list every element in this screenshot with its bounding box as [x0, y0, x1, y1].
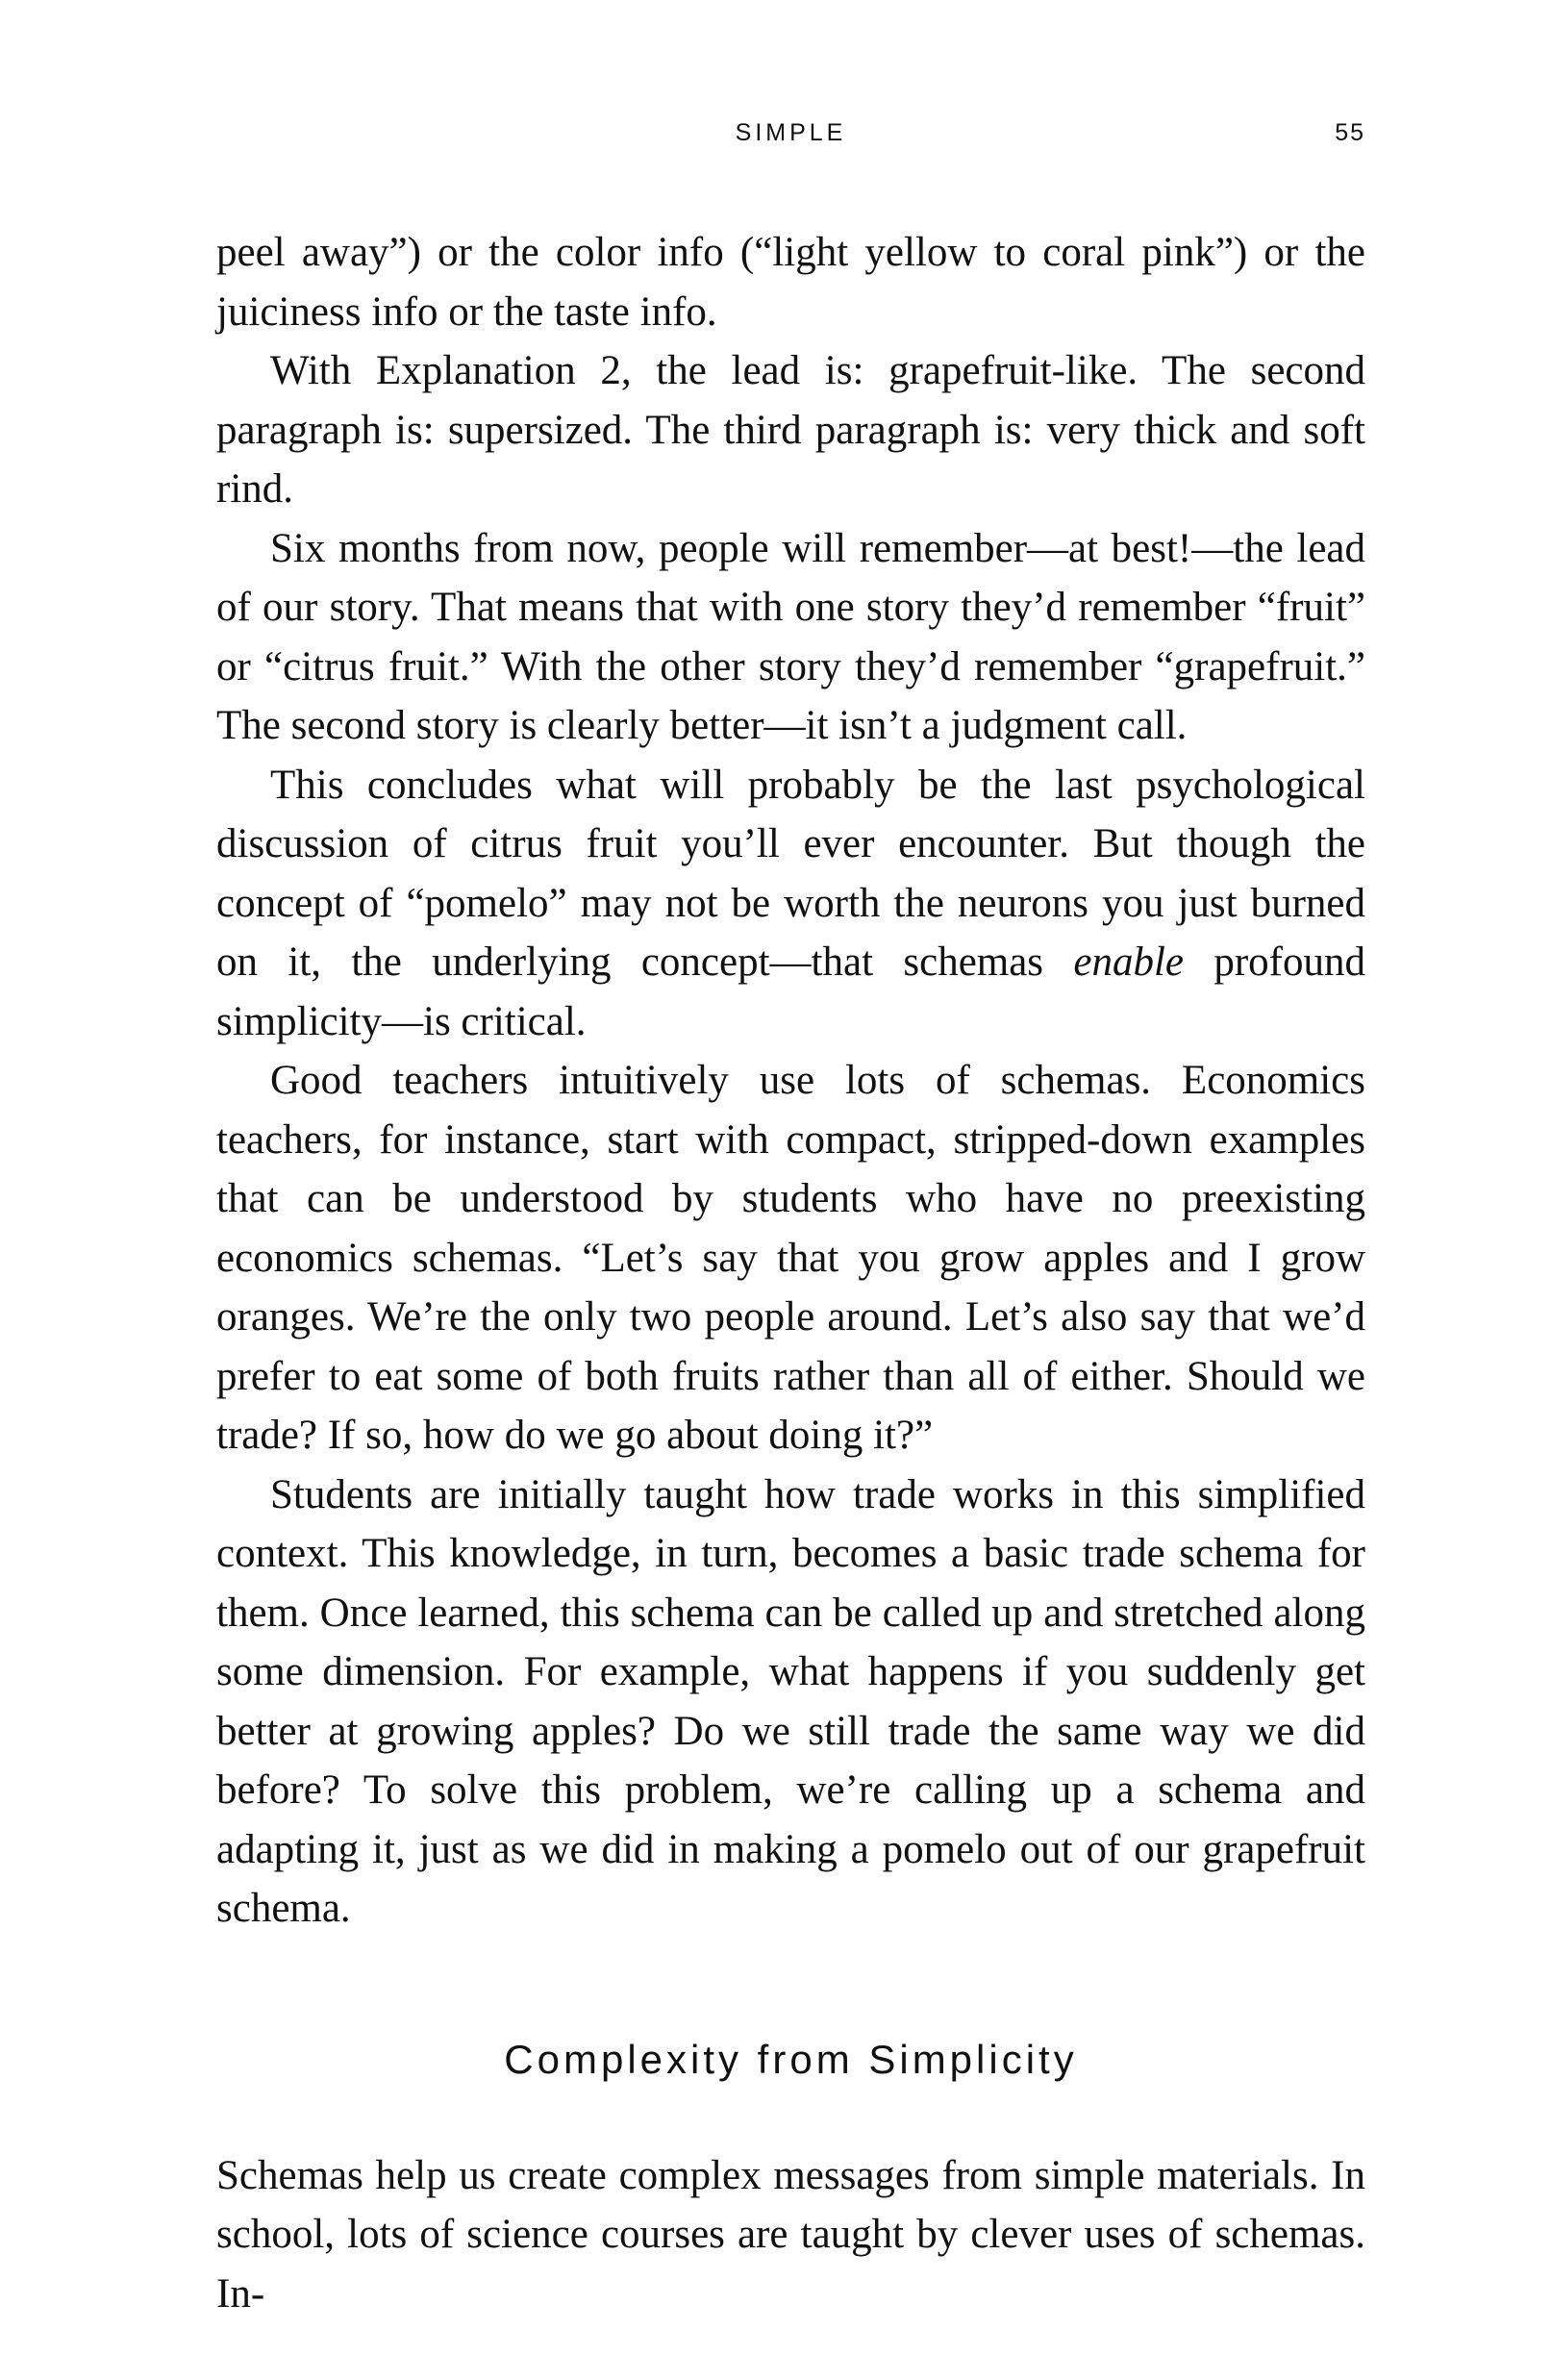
paragraph-schemas-help: Schemas help us create complex messages from simple materials. In school, lots of science courses are taught by clever uses of schemas. In- [216, 2152, 1365, 2317]
paragraph-explanation-2: With Explanation 2, the lead is: grapefruit-like. The second paragraph is: supersized. The third paragraph is: very thick and soft rind. [216, 348, 1365, 512]
paragraph-concludes-end: profound simplicity—is critical. [216, 939, 1365, 1044]
running-head [216, 115, 1365, 158]
paragraph-continued: peel away”) or the color info (“light yellow to coral pink”) or the juiciness info or the taste info. [216, 230, 1365, 335]
paragraph-concludes [216, 756, 1365, 1052]
emphasis-enable: enable [1073, 939, 1185, 985]
paragraph-six-months: Six months from now, people will remember—at best!—the lead of our story. That means that with one story they’d remember “fruit” or “citrus fruit.” With the other story they’d remember “grapefruit.” The second story is clearly better—it isn’t a judgment call. [216, 525, 1365, 748]
body-text [216, 223, 1365, 2323]
section-heading: Complexity from Simplicity [504, 2036, 1078, 2082]
paragraph-students: Students are initially taught how trade works in this simplified context. This knowledge, in turn, becomes a basic trade schema for them. Once learned, this schema can be called up and stretched along some dimension. For example, what happens if you suddenly get better at growing apples? Do we still trade the same way we did before? To solve this problem, we’re calling up a schema and adapting it, just as we did in making a pomelo out of our grapefruit schema. [216, 1471, 1365, 1931]
page-number: 55 [1335, 119, 1365, 146]
running-title: SIMPLE [735, 119, 847, 146]
paragraph-good-teachers: Good teachers intuitively use lots of schemas. Economics teachers, for instance, start with compact, stripped-down examples that can be understood by students who have no preexisting economics schemas. “Let’s say that you grow apples and I grow oranges. We’re the only two people around. Let’s also say that we’d prefer to eat some of both fruits rather than all of either. Should we trade? If so, how do we go about doing it?” [216, 1058, 1365, 1458]
paragraph-concludes-start: This concludes what will probably be the last psychological discussion of citrus fruit you’ll ever encounter. But though the concept of “pomelo” may not be worth the neurons you just burned on it, the underlying concept—that schemas [216, 762, 1365, 985]
